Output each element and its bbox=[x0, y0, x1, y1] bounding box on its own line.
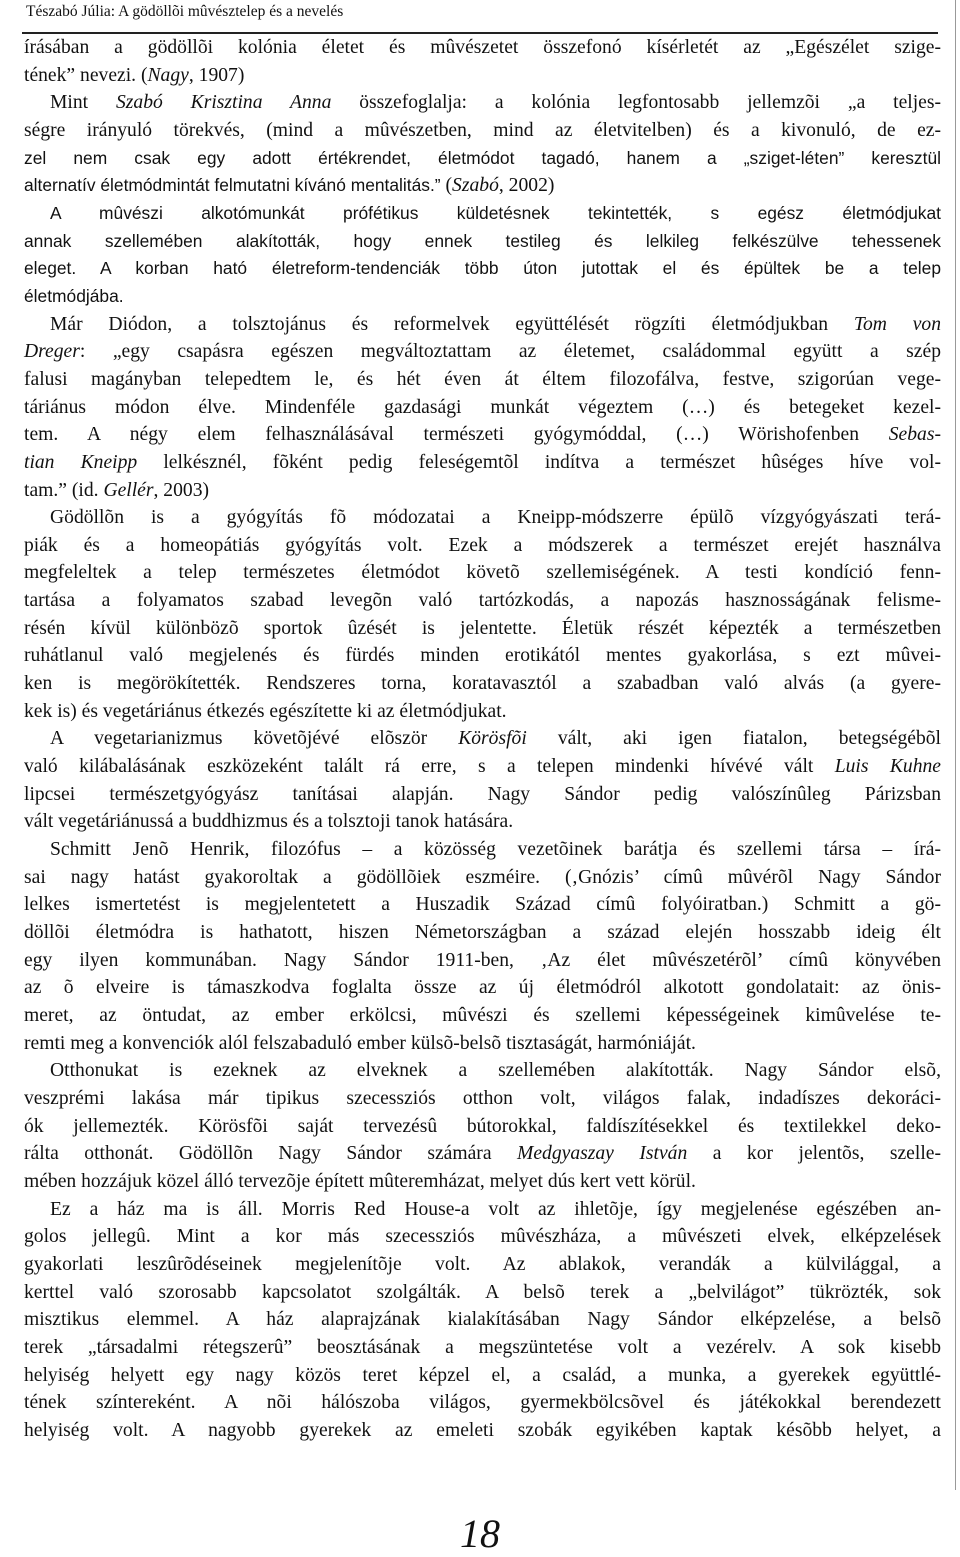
text-run: Már Diódon, a tolsztojánus és reformelvek együttélését rögzíti életmódjukban bbox=[50, 313, 854, 335]
text-run: megfeleltek a telep természetes életmódot követõ szellemiségének. A testi kondíció fenn- bbox=[24, 562, 941, 584]
italic-text: tian Kneipp bbox=[24, 451, 138, 473]
text-run: ségre irányuló törekvés, (mind a mûvészetben, mind az életvitelben) és a kivonuló, de ez- bbox=[24, 119, 941, 141]
text-run: egy ilyen kommunában. Nagy Sándor 1911-ben, ‚Az élet mûvészetérõl’ címû könyvében bbox=[24, 949, 941, 971]
italic-text: Dreger bbox=[24, 341, 80, 363]
text-run: összefoglalja: a kolónia legfontosabb jellemzõi „a teljes- bbox=[331, 92, 941, 114]
text-line bbox=[24, 366, 941, 394]
text-line bbox=[24, 615, 941, 643]
text-line bbox=[24, 338, 941, 366]
text-line bbox=[24, 1251, 941, 1279]
text-line bbox=[24, 753, 941, 781]
italic-text: Luis Kuhne bbox=[834, 756, 941, 778]
text-line bbox=[24, 974, 941, 1002]
text-run: ruhátlanul való megjelenés és fürdés minden erotikától mentes gyakorlása, s ezt mûvei- bbox=[24, 645, 941, 667]
italic-text: Medgyaszay István bbox=[517, 1143, 688, 1165]
text-line bbox=[24, 394, 941, 422]
text-run: Schmitt Jenõ Henrik, filozófus – a közösség vezetõinek barátja és szellemi társa – írá- bbox=[50, 839, 941, 861]
text-run: , 1907) bbox=[188, 64, 245, 86]
text-run: lelkes ismertetést is megjelentetett a Huszadik Század címû folyóiratban.) Schmitt a gö- bbox=[24, 894, 941, 916]
text-line bbox=[24, 808, 941, 836]
text-line bbox=[24, 89, 941, 117]
text-run: , 2002) bbox=[498, 175, 555, 197]
text-line bbox=[24, 1417, 941, 1445]
text-line bbox=[24, 1085, 941, 1113]
text-run: ken is megörökítették. Rendszeres torna, koratavasztól a szabadban való alvás (a gyere- bbox=[24, 673, 941, 695]
text-run: sai nagy hatást gyakoroltak a gödöllõiek eszméire. (‚Gnózis’ címû mûvérõl Nagy Sándor bbox=[24, 866, 941, 888]
paragraph bbox=[24, 200, 941, 311]
text-line bbox=[24, 698, 941, 726]
paragraph bbox=[24, 1057, 941, 1195]
page-edge-line bbox=[955, 0, 956, 1490]
text-run: mében hozzájuk közel álló tervezõje épített mûteremházat, melyet dús kert vett körül. bbox=[24, 1170, 696, 1192]
text-run: meret, az öntudat, az ember erkölcsi, mûvészi és szellemi képességeinek kimûvelése te- bbox=[24, 1004, 941, 1026]
italic-text: Körösfõi bbox=[458, 728, 527, 750]
text-line bbox=[24, 947, 941, 975]
text-line bbox=[24, 670, 941, 698]
text-line bbox=[24, 1306, 941, 1334]
paragraph bbox=[24, 725, 941, 836]
text-line bbox=[24, 725, 941, 753]
text-line bbox=[24, 891, 941, 919]
text-run: döllõi életmódra is hathatott, hiszen Németországban a század elején hosszabb ideig élt bbox=[24, 922, 941, 943]
text-line bbox=[24, 311, 941, 339]
text-run: kerttel való szorosabb kapcsolatot szolgálták. A belsõ terek a „belvilágot” tükrözték, sok bbox=[24, 1281, 941, 1303]
text-line bbox=[24, 228, 941, 256]
text-run: gyakorlati leszûrõdéseinek megjelenítõje volt. Az ablakok, verandák a külvilággal, a bbox=[24, 1253, 941, 1275]
paragraph bbox=[24, 34, 941, 89]
text-line bbox=[24, 504, 941, 532]
text-line bbox=[24, 919, 941, 947]
text-run: eleget. bbox=[24, 258, 77, 279]
text-line bbox=[24, 864, 941, 892]
text-run: zel nem csak egy adott értékrendet, életmódot tagadó, hanem a „sziget-léten” keresztül bbox=[24, 147, 941, 168]
text-run: helyiség helyett egy nagy közös teret képzel el, a család, a munka, a gyerekek együttlé- bbox=[24, 1364, 941, 1386]
text-run: falusi magányban telepedtem le, és hét éven át éltem filozofálva, festve, szigorúan vege- bbox=[24, 368, 941, 390]
text-run: a kor jelentõs, szelle- bbox=[687, 1143, 941, 1165]
text-line bbox=[24, 587, 941, 615]
text-run: vált, aki igen fiatalon, betegségébõl bbox=[526, 728, 941, 750]
paragraph bbox=[24, 1196, 941, 1445]
text-line bbox=[24, 836, 941, 864]
text-run: Otthonukat is ezeknek az elveknek a szellemében alakították. Nagy Sándor elsõ, bbox=[50, 1060, 941, 1082]
paragraph bbox=[24, 504, 941, 725]
text-run: tam.” (id. bbox=[24, 479, 104, 501]
text-run: , 2003) bbox=[153, 479, 210, 501]
text-run: terek „társadalmi rétegszerû” beosztásának a megszüntetése volt a vezérelv. A sok kisebb bbox=[24, 1336, 941, 1358]
text-line bbox=[24, 34, 941, 62]
text-line bbox=[24, 1002, 941, 1030]
text-line bbox=[24, 781, 941, 809]
paragraph bbox=[24, 311, 941, 505]
running-header: Tészabó Júlia: A gödöllõi mûvésztelep és a nevelés bbox=[26, 3, 344, 20]
text-line bbox=[24, 255, 941, 283]
text-run: : „egy csapásra egészen megváltoztattam az életemet, családommal együtt a szép bbox=[79, 341, 941, 363]
text-run: kek is) és vegetáriánus étkezés egészítette ki az életmódjukat. bbox=[24, 700, 507, 722]
text-run: Ez a ház ma is áll. Morris Red House-a volt az ihletõje, így megjelenése egészében an- bbox=[50, 1198, 941, 1220]
text-run: táriánus módon élve. Mindenféle gazdasági munkát végeztem (…) és betegeket kezel- bbox=[24, 396, 941, 418]
text-run: ók jellemezték. Körösfõi saját tervezésû bútorokkal, faldíszítésekkel és textilekkel deko- bbox=[24, 1115, 941, 1137]
text-run: A mûvészi alkotómunkát prófétikus küldetésnek tekintették, s egész életmódjukat bbox=[50, 202, 941, 223]
text-line bbox=[24, 62, 941, 90]
text-line bbox=[24, 1223, 941, 1251]
text-run: golos jellegû. Mint a kor más szecessziós mûvészháza, a mûvészeti elvek, elképzelések bbox=[24, 1226, 941, 1248]
italic-text: Tom von bbox=[853, 313, 941, 335]
text-line bbox=[24, 477, 941, 505]
text-run: lelkésznél, fõként pedig feleségemtõl indítva a természet hûséges híve vol- bbox=[137, 451, 941, 473]
text-run: résén kívül különbözõ sportok ûzését is jelentette. Életük részét képezték a természetben bbox=[24, 617, 941, 639]
text-run: írásában a gödöllõi kolónia életet és mûvészetet összefonó kísérletét az „Egészélet szige- bbox=[24, 37, 941, 58]
text-run: rálta otthonát. Gödöllõn Nagy Sándor számára bbox=[24, 1143, 518, 1165]
text-line bbox=[24, 1030, 941, 1058]
text-line bbox=[24, 1113, 941, 1141]
text-line bbox=[24, 1389, 941, 1417]
text-run: az õ elveire is támaszkodva foglalta össze az új életmódról alkotott gondolatait: az önis- bbox=[24, 977, 941, 999]
text-run: misztikus elemmel. A ház alaprajzának kialakításában Nagy Sándor elképzelése, a belsõ bbox=[24, 1309, 941, 1331]
text-line bbox=[24, 200, 941, 228]
text-run: vált vegetáriánussá a buddhizmus és a tolsztoji tanok hatására. bbox=[24, 811, 514, 833]
text-run: piák és a homeopátiás gyógyítás volt. Ezek a módszerek a természet erejét használva bbox=[24, 534, 941, 556]
text-run: lipcsei természetgyógyász tanításai alapján. Nagy Sándor pedig valószínûleg Párizsban bbox=[24, 783, 941, 805]
text-line bbox=[24, 1057, 941, 1085]
text-run: alternatív életmódmintát felmutatni kívánó mentalitás.” bbox=[24, 175, 441, 196]
text-run: remti meg a konvenciók alól felszabaduló ember külsõ-belsõ tisztaságát, harmóniáját. bbox=[24, 1032, 696, 1054]
italic-text: Nagy bbox=[147, 64, 189, 86]
text-run: A vegetarianizmus követõjévé elõször bbox=[50, 728, 459, 750]
text-run: tem. A négy elem felhasználásával természeti gyógymóddal, (…) Wörishofenben bbox=[24, 424, 889, 446]
text-run: A korban ható életreform-tendenciák több úton jutottak el és épültek be a telep bbox=[76, 258, 941, 279]
text-line bbox=[24, 117, 941, 145]
text-line bbox=[24, 449, 941, 477]
text-line bbox=[24, 172, 941, 200]
text-run: tének” nevezi. ( bbox=[24, 64, 148, 86]
text-run: veszprémi lakása már tipikus szecessziós otthon volt, világos falak, indadíszes dekoráci- bbox=[24, 1087, 941, 1109]
text-run: annak szellemében alakították, hogy ennek testileg és lelkileg felkészülve tehessenek bbox=[24, 230, 941, 251]
text-run: Gödöllõn is a gyógyítás fõ módozatai a Kneipp-módszerre épülõ vízgyógyászati terá- bbox=[50, 507, 941, 529]
text-line bbox=[24, 559, 941, 587]
text-run: tének színtereként. A nõi hálószoba világos, gyermekbölcsõvel és játékokkal berendezett bbox=[24, 1392, 941, 1414]
text-run: helyiség volt. A nagyobb gyerekek az emeleti szobák egyikében kaptak késõbb helyet, a bbox=[24, 1419, 941, 1441]
body-text bbox=[24, 34, 941, 1444]
text-run: tartása a folyamatos szabad levegõn való tartózkodás, a napozás hasznosságának felisme- bbox=[24, 590, 941, 612]
text-run: életmódjába. bbox=[24, 285, 124, 306]
italic-text: Sebas- bbox=[888, 424, 941, 446]
italic-text: Szabó Krisztina Anna bbox=[115, 92, 332, 114]
page-number: 18 bbox=[460, 1511, 500, 1556]
text-line bbox=[24, 1279, 941, 1307]
italic-text: Szabó bbox=[452, 175, 499, 197]
italic-text: Gellér bbox=[103, 479, 154, 501]
text-line bbox=[24, 283, 941, 311]
text-line bbox=[24, 421, 941, 449]
text-line bbox=[24, 145, 941, 173]
text-run: való kilábalásának eszközeként talált rá erre, s a telepen mindenki hívévé vált bbox=[24, 756, 835, 778]
text-line bbox=[24, 1196, 941, 1224]
text-run: ( bbox=[440, 175, 453, 197]
text-line bbox=[24, 532, 941, 560]
text-line bbox=[24, 1168, 941, 1196]
text-line bbox=[24, 1334, 941, 1362]
paragraph bbox=[24, 89, 941, 200]
text-run: Mint bbox=[50, 92, 116, 114]
text-line bbox=[24, 1362, 941, 1390]
paragraph bbox=[24, 836, 941, 1057]
text-line bbox=[24, 1140, 941, 1168]
text-line bbox=[24, 642, 941, 670]
